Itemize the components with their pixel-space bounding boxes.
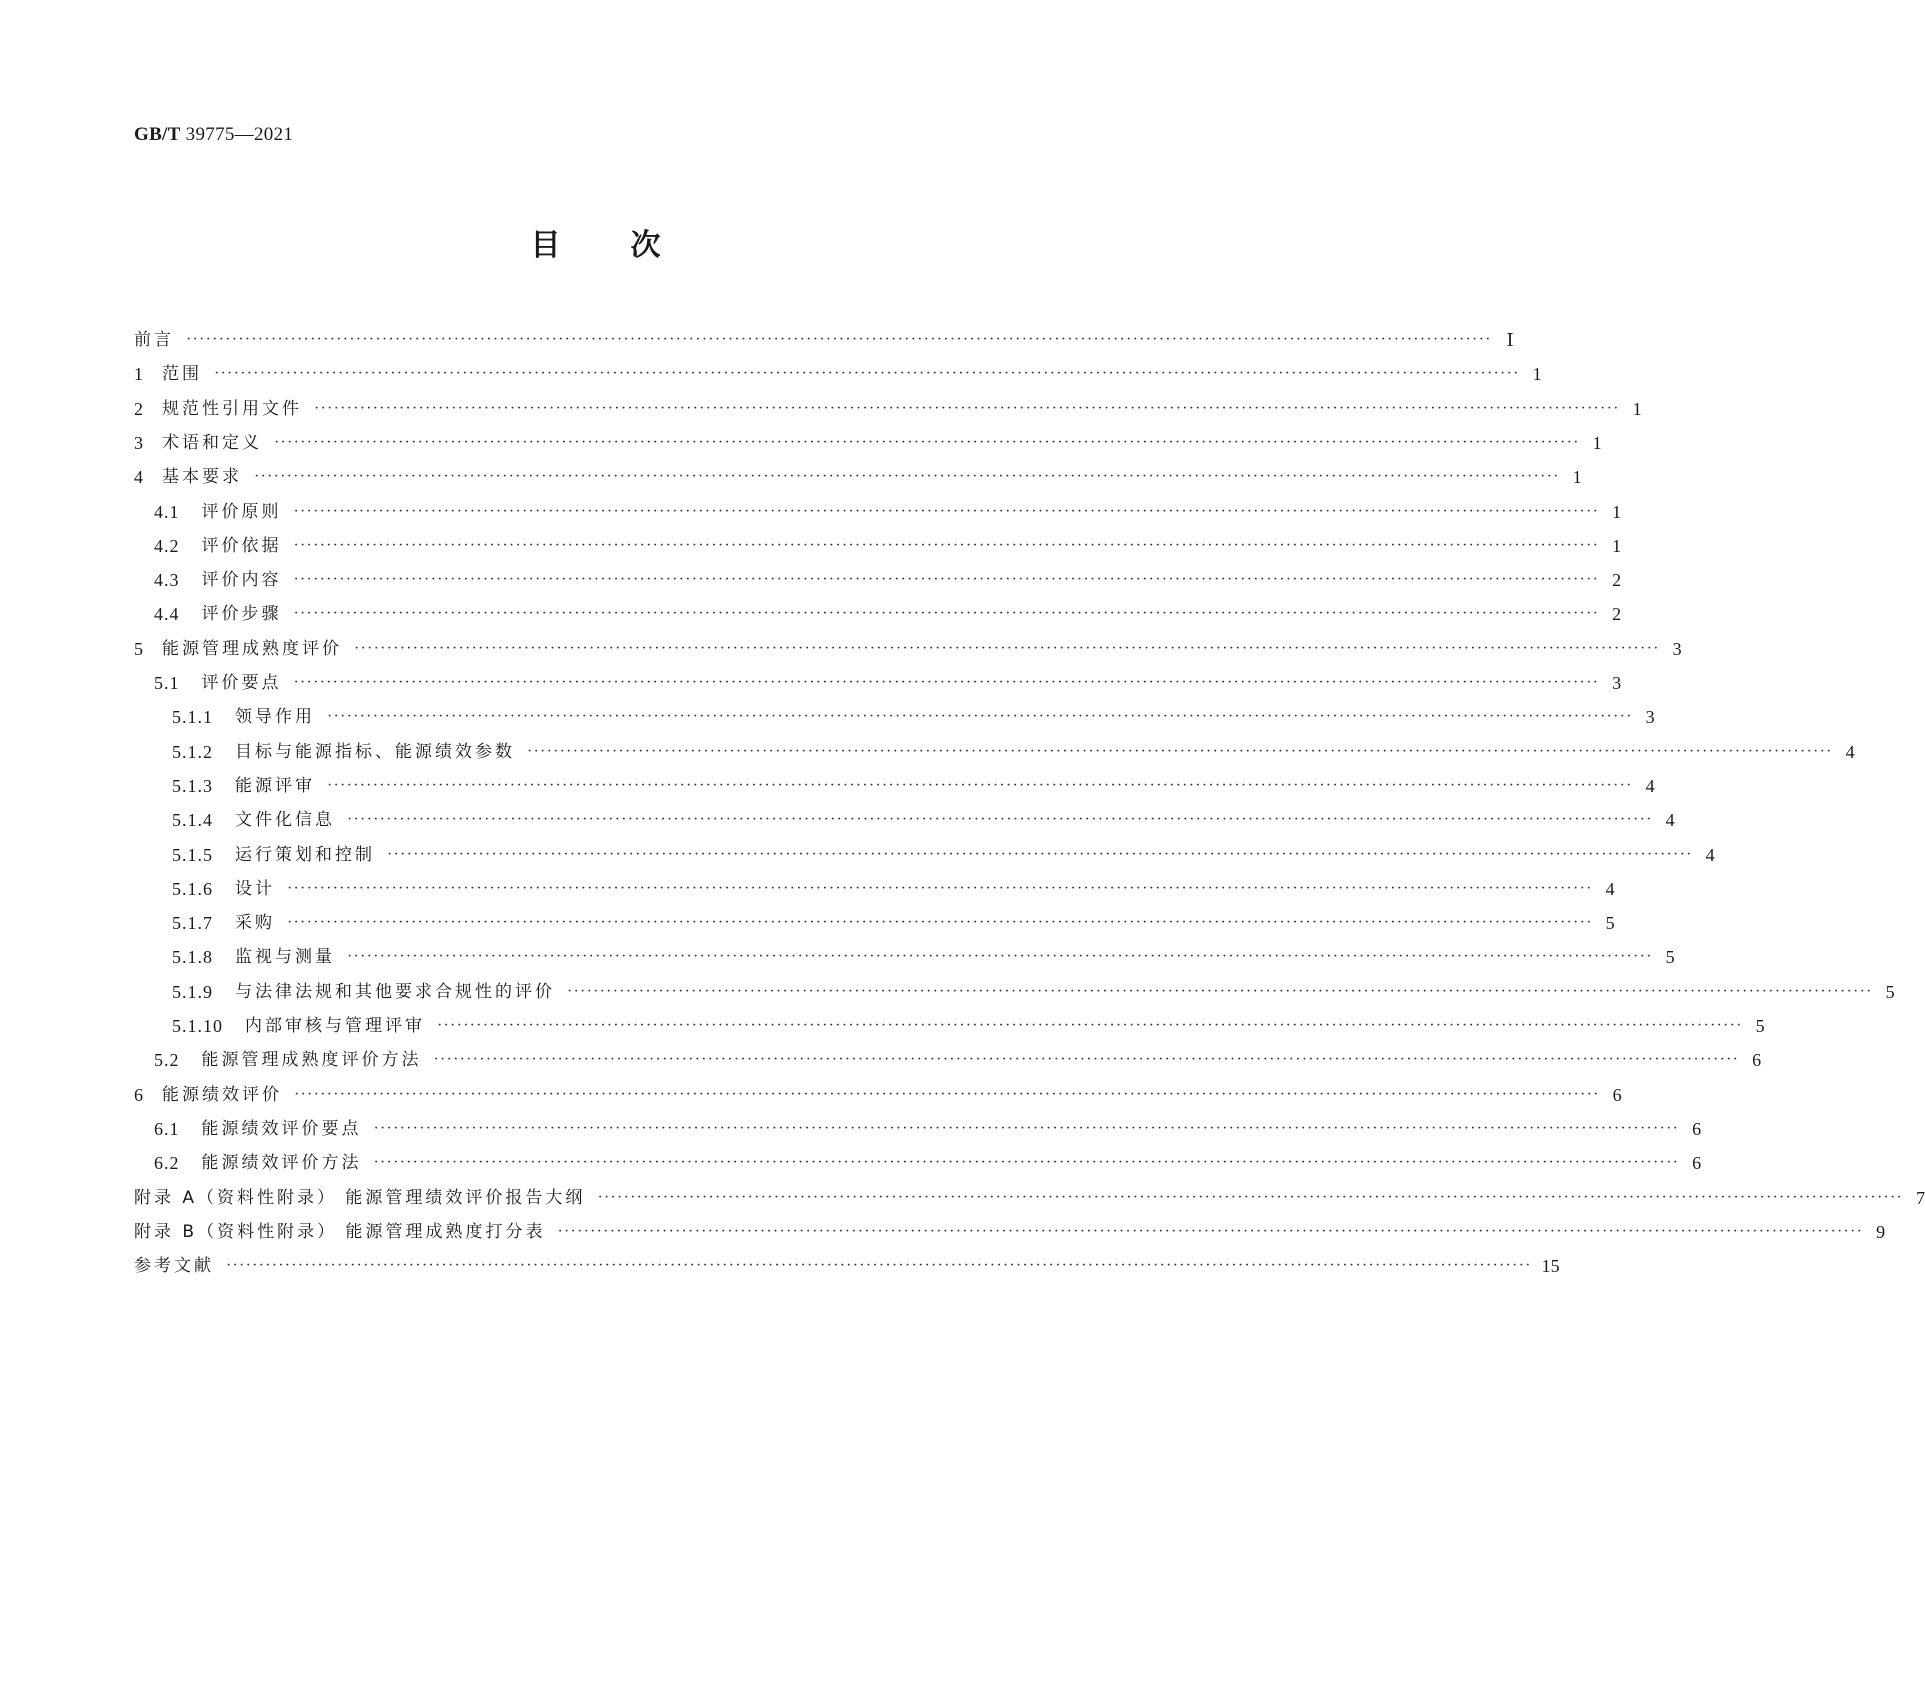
toc-entry[interactable] [134, 1081, 1622, 1109]
toc-entry-title: 评价内容 [201, 570, 282, 591]
toc-entry[interactable] [134, 360, 1542, 388]
toc-entry-title: 能源评审 [235, 775, 315, 796]
toc-entry-title: 设计 [235, 878, 275, 899]
toc-entry-title: 能源绩效评价方法 [201, 1153, 362, 1174]
toc-entry[interactable] [134, 326, 1514, 354]
toc-entry[interactable] [172, 841, 1715, 869]
toc-entry-title: 范围 [162, 364, 202, 385]
toc-page-number: 4 [1605, 878, 1615, 899]
toc-page-number: Ⅰ [1506, 330, 1514, 350]
toc-leader-dots: ········································································································································································································ [373, 1119, 1680, 1137]
toc-page-number: 1 [1572, 467, 1582, 488]
toc-entry[interactable] [134, 1218, 1886, 1246]
toc-entry-number: 5.1.10 [172, 1016, 223, 1036]
toc-page-number: 3 [1672, 638, 1682, 659]
toc-leader-dots: ········································································································································································································ [527, 742, 1833, 760]
toc-leader-dots: ········································································································································································································ [373, 1154, 1680, 1172]
toc-entry-number: 5.1.6 [172, 878, 213, 899]
toc-entry-number: 5.1 [154, 673, 180, 693]
toc-entry[interactable] [154, 532, 1622, 560]
toc-leader-dots: ········································································································································································································ [597, 1188, 1904, 1206]
standard-code: GB/T [134, 124, 181, 145]
toc-leader-dots: ········································································································································································································ [387, 845, 1693, 863]
toc-page-number: 9 [1876, 1221, 1886, 1242]
document-header [134, 124, 293, 146]
toc-entry[interactable] [154, 1046, 1762, 1074]
toc-page-number: 5 [1885, 981, 1895, 1002]
toc-entry-title: 领导作用 [235, 707, 315, 728]
toc-page-number: 4 [1645, 775, 1655, 796]
toc-entry-number: 4.4 [154, 604, 180, 625]
toc-entry-title: 监视与测量 [235, 947, 335, 968]
toc-leader-dots: ········································································································································································································ [433, 1051, 1740, 1069]
toc-entry-title: 与法律法规和其他要求合规性的评价 [235, 981, 555, 1002]
toc-entry-title: 采购 [235, 913, 275, 934]
toc-entry-number: 6.2 [154, 1153, 180, 1174]
toc-leader-dots: ········································································································································································································ [293, 502, 1600, 520]
toc-leader-dots: ········································································································································································································ [567, 982, 1873, 1000]
toc-entry-number: 4 [134, 467, 144, 488]
toc-leader-dots: ········································································································································································································ [254, 468, 1560, 486]
toc-page-number: 6 [1692, 1118, 1702, 1139]
toc-page-number: 4 [1845, 741, 1855, 762]
toc-leader-dots: ········································································································································································································ [274, 433, 1580, 451]
toc-entry[interactable] [134, 463, 1582, 491]
toc-page-number: 5 [1605, 913, 1615, 934]
toc-entry-title: 规范性引用文件 [162, 398, 302, 419]
toc-leader-dots: ········································································································································································································ [293, 536, 1600, 554]
toc-entry[interactable] [172, 806, 1675, 834]
toc-page-number: 7 [1916, 1187, 1925, 1208]
toc-leader-dots: ········································································································································································································ [354, 639, 1660, 657]
toc-entry[interactable] [154, 669, 1622, 697]
toc-leader-dots: ········································································································································································································ [293, 674, 1600, 691]
toc-entry-title: 基本要求 [162, 467, 242, 488]
toc-entry-number: 6 [134, 1084, 144, 1105]
toc-leader-dots: ········································································································································································································ [327, 708, 1633, 726]
toc-leader-dots: ········································································································································································································ [437, 1017, 1743, 1034]
toc-page-number: 4 [1705, 844, 1715, 865]
toc-entry[interactable] [154, 566, 1622, 594]
toc-entry-number: 5.1.9 [172, 981, 213, 1002]
toc-entry-number: 4.3 [154, 570, 180, 591]
toc-entry[interactable] [134, 635, 1682, 663]
toc-entry-title: 能源绩效评价 [162, 1084, 282, 1105]
toc-entry[interactable] [172, 909, 1615, 937]
toc-entry-number: 5.1.4 [172, 810, 213, 831]
title-char-2: 次 [630, 228, 661, 263]
toc-entry-number: 5.1.2 [172, 741, 213, 762]
toc-entry-title: 内部审核与管理评审 [245, 1016, 425, 1036]
toc-entry-number: 5.1.8 [172, 947, 213, 968]
toc-entry-title: 能源绩效评价要点 [201, 1118, 362, 1139]
toc-entry[interactable] [172, 1012, 1765, 1040]
toc-entry-title: 评价步骤 [201, 604, 282, 625]
toc-entry-number: 4.1 [154, 501, 180, 522]
toc-page-number: 1 [1632, 398, 1642, 419]
toc-entry-number: 6.1 [154, 1118, 180, 1139]
toc-leader-dots: ········································································································································································································ [347, 948, 1653, 966]
toc-entry[interactable] [172, 772, 1655, 800]
toc-page-number: 1 [1612, 501, 1622, 522]
toc-page-number: 1 [1532, 364, 1542, 385]
toc-entry-title: 运行策划和控制 [235, 844, 375, 865]
page-title [0, 226, 1191, 266]
toc-leader-dots: ········································································································································································································ [293, 571, 1600, 589]
toc-entry-title: 评价原则 [201, 501, 282, 522]
toc-entry[interactable] [172, 943, 1675, 971]
toc-entry-title: 参考文献 [134, 1256, 214, 1277]
toc-page-number: 15 [1541, 1256, 1560, 1277]
toc-page-number: 6 [1692, 1153, 1702, 1174]
toc-page-number: 2 [1612, 604, 1622, 625]
toc-entry-number: 5.1.3 [172, 775, 213, 796]
toc-page-number: 4 [1665, 810, 1675, 831]
toc-leader-dots: ········································································································································································································ [347, 811, 1653, 829]
toc-entry-title: 评价要点 [201, 673, 282, 693]
toc-entry-number: 5.1.1 [172, 707, 213, 728]
toc-entry[interactable] [172, 978, 1895, 1006]
toc-page-number: 6 [1752, 1050, 1762, 1071]
toc-page-number: 3 [1612, 673, 1622, 693]
title-char-1: 目 [530, 228, 561, 263]
toc-entry-title: 术语和定义 [162, 432, 262, 453]
toc-entry-number: 5.1.7 [172, 913, 213, 934]
toc-leader-dots: ········································································································································································································ [186, 331, 1492, 348]
toc-entry-number: 5.2 [154, 1050, 180, 1071]
toc-entry-title: 评价依据 [201, 535, 282, 556]
toc-entry[interactable] [154, 1149, 1702, 1177]
toc-entry[interactable] [134, 429, 1602, 457]
toc-entry-title: 附录 B（资料性附录） 能源管理成熟度打分表 [134, 1221, 546, 1242]
toc-entry[interactable] [154, 600, 1622, 628]
toc-page-number: 1 [1612, 535, 1622, 556]
toc-entry-title: 文件化信息 [235, 810, 335, 831]
toc-page-number: 5 [1755, 1016, 1765, 1036]
toc-leader-dots: ········································································································································································································ [294, 1085, 1600, 1103]
toc-entry[interactable] [154, 498, 1622, 526]
toc-entry[interactable] [172, 875, 1615, 903]
toc-entry-title: 前言 [134, 330, 174, 350]
toc-entry-number: 5 [134, 638, 144, 659]
toc-leader-dots: ········································································································································································································ [557, 1222, 1864, 1240]
toc-page-number: 5 [1665, 947, 1675, 968]
toc-entry-number: 1 [134, 364, 144, 385]
toc-leader-dots: ········································································································································································································ [293, 605, 1600, 623]
toc-leader-dots: ········································································································································································································ [287, 879, 1593, 897]
toc-entry-number: 2 [134, 398, 144, 419]
toc-entry-title: 能源管理成熟度评价方法 [201, 1050, 422, 1071]
toc-leader-dots: ········································································································································································································ [214, 365, 1520, 383]
toc-page-number: 6 [1612, 1084, 1622, 1105]
toc-entry-title: 附录 A（资料性附录） 能源管理绩效评价报告大纲 [134, 1187, 586, 1208]
toc-leader-dots: ········································································································································································································ [287, 914, 1593, 932]
toc-entry-number: 4.2 [154, 535, 180, 556]
toc-entry[interactable] [172, 738, 1855, 766]
toc-leader-dots: ········································································································································································································ [226, 1257, 1532, 1275]
toc-page-number: 2 [1612, 570, 1622, 591]
toc-entry-number: 5.1.5 [172, 844, 213, 865]
toc-page-number: 3 [1645, 707, 1655, 728]
toc-leader-dots: ········································································································································································································ [314, 399, 1620, 417]
standard-number: 39775—2021 [185, 124, 294, 145]
toc-entry[interactable] [154, 1115, 1702, 1143]
toc-entry-title: 目标与能源指标、能源绩效参数 [235, 741, 515, 762]
toc-page-number: 1 [1592, 432, 1602, 453]
toc-entry-number: 3 [134, 432, 144, 453]
toc-leader-dots: ········································································································································································································ [327, 776, 1633, 794]
toc-entry[interactable] [134, 1184, 1925, 1212]
toc-entry[interactable] [134, 1252, 1560, 1280]
toc-entry[interactable] [172, 703, 1655, 731]
toc-entry[interactable] [134, 395, 1642, 423]
toc-entry-title: 能源管理成熟度评价 [162, 638, 342, 659]
